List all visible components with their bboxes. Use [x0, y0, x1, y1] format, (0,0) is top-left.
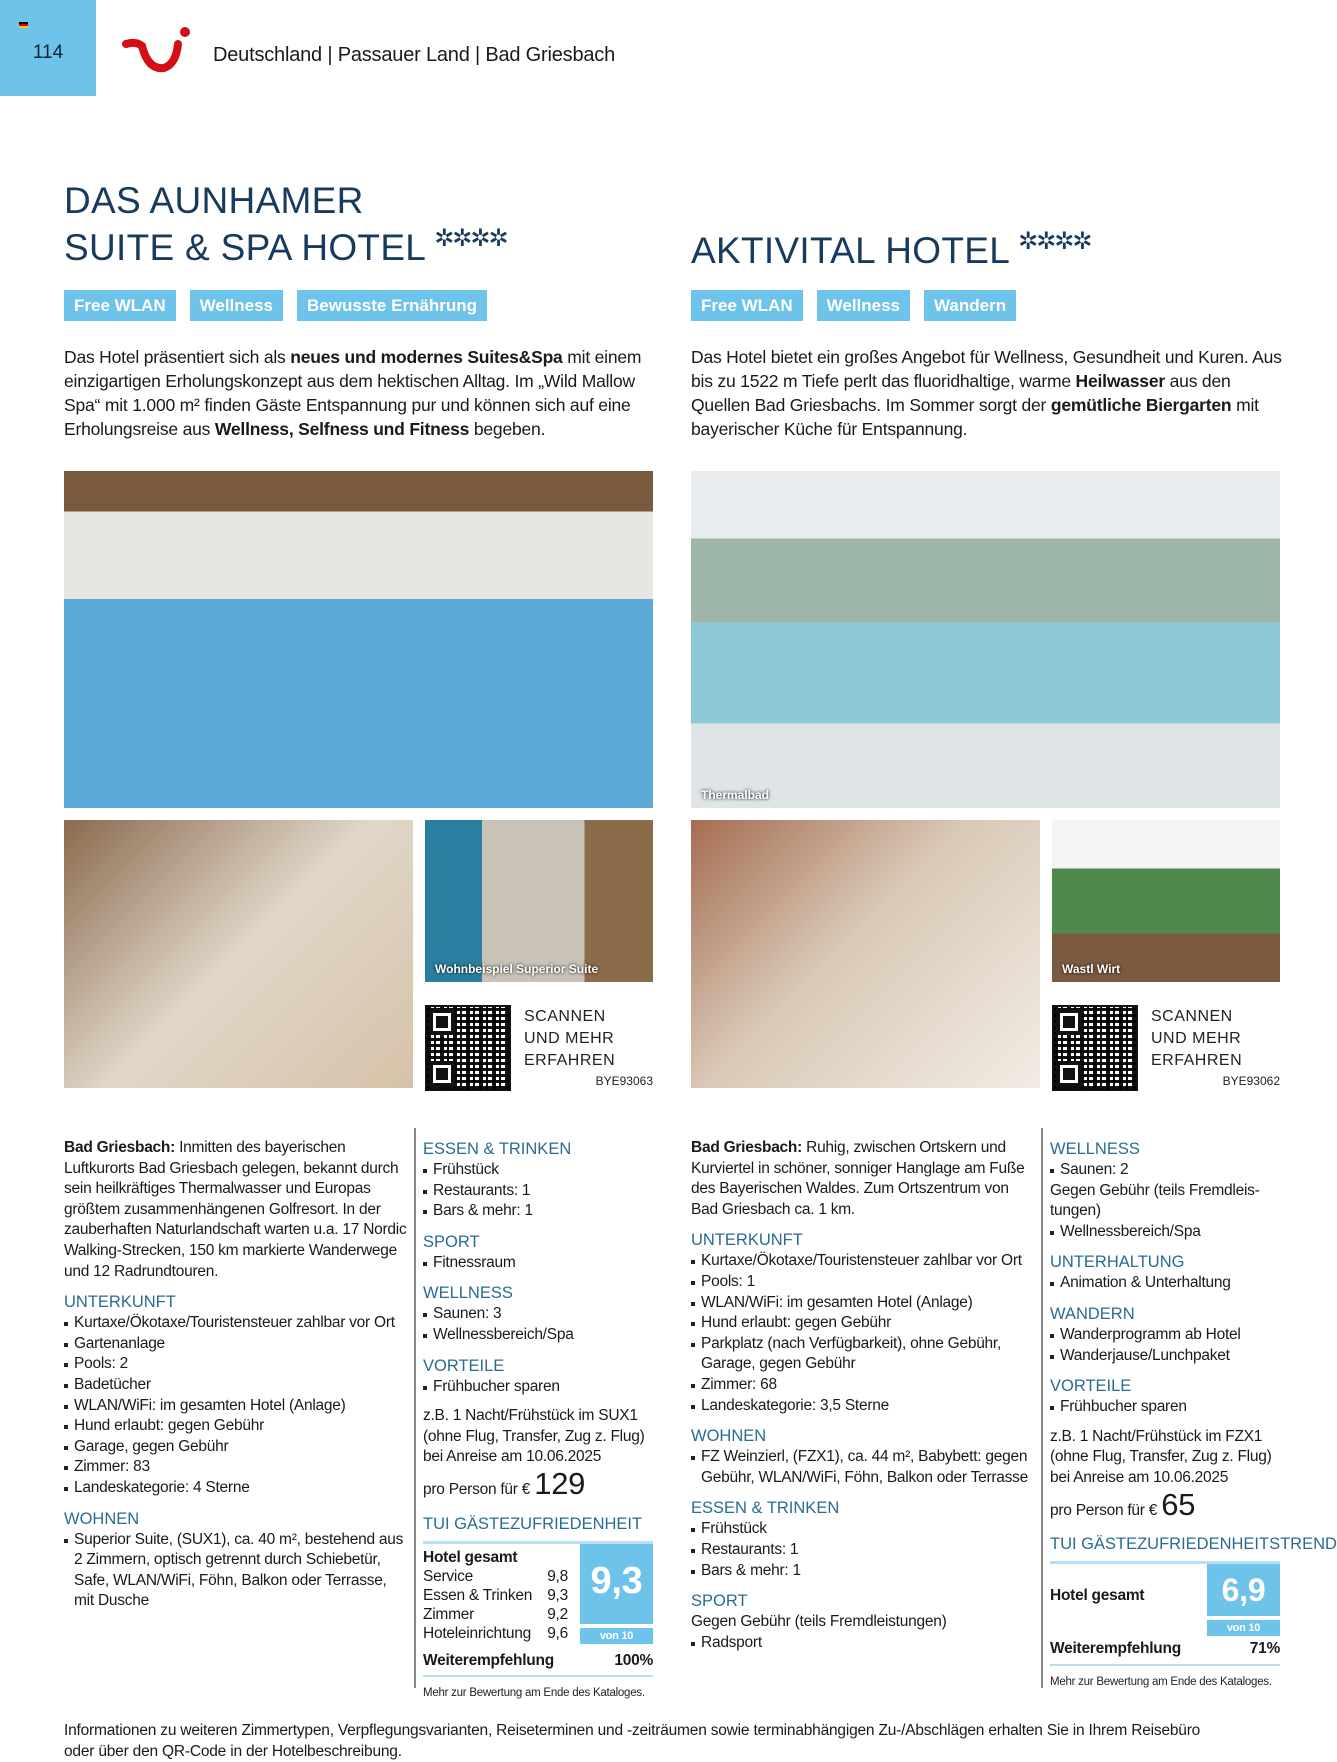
section-heading: UNTERKUNFT [64, 1293, 176, 1312]
rating-row [423, 1567, 568, 1586]
price-value: 129 [534, 1465, 586, 1501]
section-heading: ESSEN & TRINKEN [691, 1499, 840, 1518]
section-heading: WOHNEN [691, 1427, 767, 1446]
recommendation-value: 100% [614, 1651, 653, 1669]
amenity-tag: Free WLAN [691, 290, 803, 321]
hotel-title [691, 227, 1091, 274]
massage-photo [691, 820, 1040, 1088]
recommendation-label: Weiterempfehlung [1050, 1640, 1181, 1658]
section-heading: ESSEN & TRINKEN [423, 1140, 572, 1158]
section-heading: SPORT [691, 1592, 748, 1611]
amenity-tags [691, 290, 1016, 321]
rating-score-badge [580, 1544, 653, 1644]
section-heading: WELLNESS [423, 1284, 513, 1303]
section-heading: VORTEILE [423, 1356, 505, 1375]
rating-heading: TUI GÄSTEZUFRIEDENHEIT [423, 1514, 643, 1533]
section-item: Garage, gegen Gebühr [64, 1437, 408, 1458]
room-photo [425, 820, 653, 982]
rating-box [423, 1541, 653, 1643]
scan-line: ERFAHREN [1151, 1052, 1243, 1069]
section-heading: WANDERN [1050, 1304, 1135, 1323]
section-item: Animation & Unterhaltung [1050, 1273, 1280, 1294]
room-photo [1052, 820, 1280, 982]
details-column-1 [64, 1138, 408, 1612]
section-item: Bars & mehr: 1 [423, 1201, 653, 1222]
section-item: Wanderjause/Lunchpaket [1050, 1346, 1280, 1367]
hotel-title-line: AKTIVITAL HOTEL [691, 230, 1011, 271]
section-heading: VORTEILE [1050, 1377, 1132, 1396]
rating-score-badge [1207, 1564, 1280, 1636]
scan-line: SCANNEN [524, 1008, 606, 1025]
column-divider [1041, 1128, 1043, 1688]
rating-overall-label: Hotel gesamt [423, 1548, 518, 1566]
location-description: Inmitten des bayerischen Luftkurorts Bad Griesbach gelegen, bekannt durch sein heilkräftiges Thermalwasser und Europas größtem zusammenhängenen Golfresort. In der zauberhaften Naturlandschaft warten u.a. 17 Nordic Walking-Strecken, 150 km markierte Wanderwege und 12 Radrundtouren. [64, 1139, 407, 1280]
section-item: Frühstück [691, 1519, 1035, 1540]
section-item: Zimmer: 83 [64, 1457, 408, 1478]
section-item: Hund erlaubt: gegen Gebühr [691, 1313, 1035, 1334]
rating-box [1050, 1561, 1280, 1659]
location-description: Ruhig, zwischen Ortskern und Kurviertel in schöner, sonniger Hanglage am Fuße des Bayerischen Waldes. Zum Ortszentrum von Bad Griesbach ca. 1 km. [691, 1139, 1025, 1218]
recommendation-row [423, 1651, 653, 1678]
scan-line: ERFAHREN [524, 1052, 616, 1069]
rating-more-link[interactable]: Mehr zur Bewertung am Ende des Kataloges. [423, 1687, 645, 1700]
hotel-description [64, 345, 664, 441]
section-item: Radsport [691, 1633, 1035, 1654]
section-item: FZ Weinzierl, (FZX1), ca. 44 m², Babybett: gegen Gebühr, WLAN/WiFi, Föhn, Balkon oder Terrasse [691, 1447, 1035, 1488]
section-item: Badetücher [64, 1375, 408, 1396]
description-segment: Das Hotel bietet ein großes Angebot für Wellness, Gesundheit und Kuren. Aus bis zu 1522 m Tiefe perlt das fluoridhaltige, warme [691, 347, 1282, 391]
description-segment: neues und modernes Suites&Spa [290, 347, 563, 367]
booking-code: BYE93063 [595, 1074, 653, 1088]
section-item: Gegen Gebühr (teils Fremdleistungen) [1050, 1181, 1260, 1220]
rating-heading: TUI GÄSTEZUFRIEDENHEITSTREND [1050, 1535, 1337, 1554]
page-number: 114 [32, 42, 64, 63]
amenity-tags [64, 290, 487, 321]
section-item: Gartenanlage [64, 1334, 408, 1355]
hotel-title [64, 177, 507, 271]
amenity-tag: Wellness [190, 290, 283, 321]
section-item: Saunen: 2 [1050, 1160, 1280, 1181]
rating-label: Hoteleinrichtung [423, 1624, 532, 1642]
scan-prompt [524, 1006, 615, 1072]
description-segment: begeben. [469, 419, 546, 439]
hotel-description [691, 345, 1291, 441]
section-item: Wellnessbereich/Spa [423, 1325, 653, 1346]
section-heading: WELLNESS [1050, 1140, 1140, 1158]
qr-code[interactable] [425, 1005, 511, 1091]
rating-scale: von 10 [580, 1624, 653, 1644]
recommendation-label: Weiterempfehlung [423, 1651, 554, 1669]
star-rating-icon: ✲✲✲✲ [1018, 228, 1091, 255]
breadcrumb: Deutschland | Passauer Land | Bad Griesbach [213, 44, 616, 66]
rating-more-link[interactable]: Mehr zur Bewertung am Ende des Kataloges. [1050, 1675, 1272, 1688]
section-item: Gegen Gebühr (teils Fremdleistungen) [691, 1613, 947, 1631]
details-column-2 [1050, 1129, 1337, 1692]
section-heading: UNTERKUNFT [691, 1231, 803, 1250]
hotel-title-line: SUITE & SPA HOTEL [64, 227, 427, 268]
section-heading: WOHNEN [64, 1509, 140, 1528]
location-label: Bad Griesbach: [64, 1139, 176, 1156]
price-offer [423, 1406, 653, 1500]
flag-icon [19, 22, 28, 28]
rating-label: Essen & Trinken [423, 1586, 533, 1604]
location-text [64, 1138, 408, 1282]
amenity-tag: Free WLAN [64, 290, 176, 321]
scan-line: UND MEHR [1151, 1030, 1242, 1047]
rating-label: Zimmer [423, 1605, 475, 1623]
section-item: Saunen: 3 [423, 1304, 653, 1325]
hotel-title-line: DAS AUNHAMER [64, 180, 364, 221]
scan-line: SCANNEN [1151, 1008, 1233, 1025]
title-last-line [64, 224, 507, 271]
price-prefix: pro Person für € [423, 1480, 535, 1498]
massage-photo [64, 820, 413, 1088]
rating-value: 9,2 [547, 1605, 568, 1623]
price-value: 65 [1161, 1486, 1196, 1522]
description-segment: gemütliche Biergarten [1050, 395, 1232, 415]
section-item: Hund erlaubt: gegen Gebühr [64, 1416, 408, 1437]
description-segment: mit bayerischer Küche für Entspannung. [691, 395, 1259, 439]
section-item: Pools: 1 [691, 1272, 1035, 1293]
amenity-tag: Bewusste Ernährung [297, 290, 487, 321]
photo-caption: Thermalbad [701, 788, 770, 802]
location-text [691, 1138, 1035, 1220]
price-prefix: pro Person für € [1050, 1501, 1162, 1519]
section-item: Restaurants: 1 [691, 1540, 1035, 1561]
booking-code: BYE93062 [1222, 1074, 1280, 1088]
rating-scale: von 10 [1207, 1616, 1280, 1636]
price-offer [1050, 1427, 1280, 1521]
section-item: Restaurants: 1 [423, 1181, 653, 1202]
recommendation-value: 71% [1249, 1640, 1280, 1658]
price-line [1050, 1486, 1280, 1522]
section-item: Superior Suite, (SUX1), ca. 40 m², bestehend aus 2 Zimmern, optisch getrennt durch Schiebetür, Safe, WLAN/WiFi, Föhn, Balkon oder Terrasse, mit Dusche [64, 1530, 408, 1612]
section-item: WLAN/WiFi: im gesamten Hotel (Anlage) [691, 1293, 1035, 1314]
rating-value: 9,3 [547, 1586, 568, 1604]
main-photo [64, 471, 653, 808]
section-item: WLAN/WiFi: im gesamten Hotel (Anlage) [64, 1396, 408, 1417]
description-segment: Wellness, Selfness und Fitness [214, 419, 470, 439]
rating-row [423, 1605, 568, 1624]
offer-text: z.B. 1 Nacht/Frühstück im SUX1 (ohne Flug, Transfer, Zug z. Flug) bei Anreise am 10.06.2025 [423, 1407, 645, 1466]
amenity-tag: Wellness [817, 290, 910, 321]
description-segment: Das Hotel präsentiert sich als [64, 347, 291, 367]
offer-text: z.B. 1 Nacht/Frühstück im FZX1 (ohne Flug, Transfer, Zug z. Flug) bei Anreise am 10.06.2025 [1050, 1427, 1272, 1486]
section-heading: UNTERHALTUNG [1050, 1253, 1185, 1272]
section-item: Kurtaxe/Ökotaxe/Touristensteuer zahlbar vor Ort [64, 1313, 408, 1334]
section-heading: SPORT [423, 1232, 480, 1251]
description-segment: Heilwasser [1075, 371, 1165, 391]
section-item: Fitnessraum [423, 1253, 653, 1274]
rating-label: Service [423, 1567, 473, 1585]
section-item: Frühstück [423, 1160, 653, 1181]
rating-value: 9,8 [547, 1567, 568, 1585]
rating-value: 9,6 [547, 1624, 568, 1642]
footer-note: Informationen zu weiteren Zimmertypen, Verpflegungsvarianten, Reiseterminen und -zeiträumen sowie terminabhängigen Zu-/Abschlägen erhalten Sie in Ihrem Reisebüro oder über den QR-Code in der Hotelbeschreibung. [64, 1722, 1201, 1760]
title-last-line [691, 227, 1091, 274]
rating-score: 9,3 [590, 1559, 643, 1602]
qr-code[interactable] [1052, 1005, 1138, 1091]
tui-logo [122, 24, 194, 80]
section-item: Parkplatz (nach Verfügbarkeit), ohne Gebühr, Garage, gegen Gebühr [691, 1334, 1035, 1375]
location-label: Bad Griesbach: [691, 1139, 803, 1156]
rating-overall-label: Hotel gesamt [1050, 1587, 1145, 1605]
rating-row [423, 1624, 568, 1643]
section-item: Zimmer: 68 [691, 1375, 1035, 1396]
description-segment: mit einem einzigartigen Erholungskonzept aus dem hektischen Alltag. Im „Wild Mallow Spa“ mit 1.000 m² finden Gäste Entspannung pur und können sich auf eine Erholungsreise aus [64, 347, 642, 439]
section-item: Bars & mehr: 1 [691, 1561, 1035, 1582]
section-item: Wanderprogramm ab Hotel [1050, 1325, 1280, 1346]
section-item: Frühbucher sparen [1050, 1397, 1280, 1418]
column-divider [414, 1128, 416, 1688]
price-line [423, 1465, 653, 1501]
section-item: Kurtaxe/Ökotaxe/Touristensteuer zahlbar vor Ort [691, 1251, 1035, 1272]
section-item: Wellnessbereich/Spa [1050, 1222, 1280, 1243]
rating-row [423, 1586, 568, 1605]
amenity-tag: Wandern [924, 290, 1016, 321]
scan-prompt [1151, 1006, 1242, 1072]
star-rating-icon: ✲✲✲✲ [434, 225, 507, 252]
section-item: Pools: 2 [64, 1354, 408, 1375]
details-column-2 [423, 1129, 653, 1704]
photo-caption: Wastl Wirt [1062, 962, 1121, 976]
photo-caption: Wohnbeispiel Superior Suite [435, 962, 599, 976]
section-item: Frühbucher sparen [423, 1377, 653, 1398]
section-item: Landeskategorie: 3,5 Sterne [691, 1396, 1035, 1417]
scan-line: UND MEHR [524, 1030, 615, 1047]
details-column-1 [691, 1138, 1035, 1653]
rating-score: 6,9 [1221, 1572, 1266, 1609]
main-photo [691, 471, 1280, 808]
description-segment: aus den Quellen Bad Griesbachs. Im Sommer sorgt der [691, 371, 1231, 415]
section-item: Landeskategorie: 4 Sterne [64, 1478, 408, 1499]
